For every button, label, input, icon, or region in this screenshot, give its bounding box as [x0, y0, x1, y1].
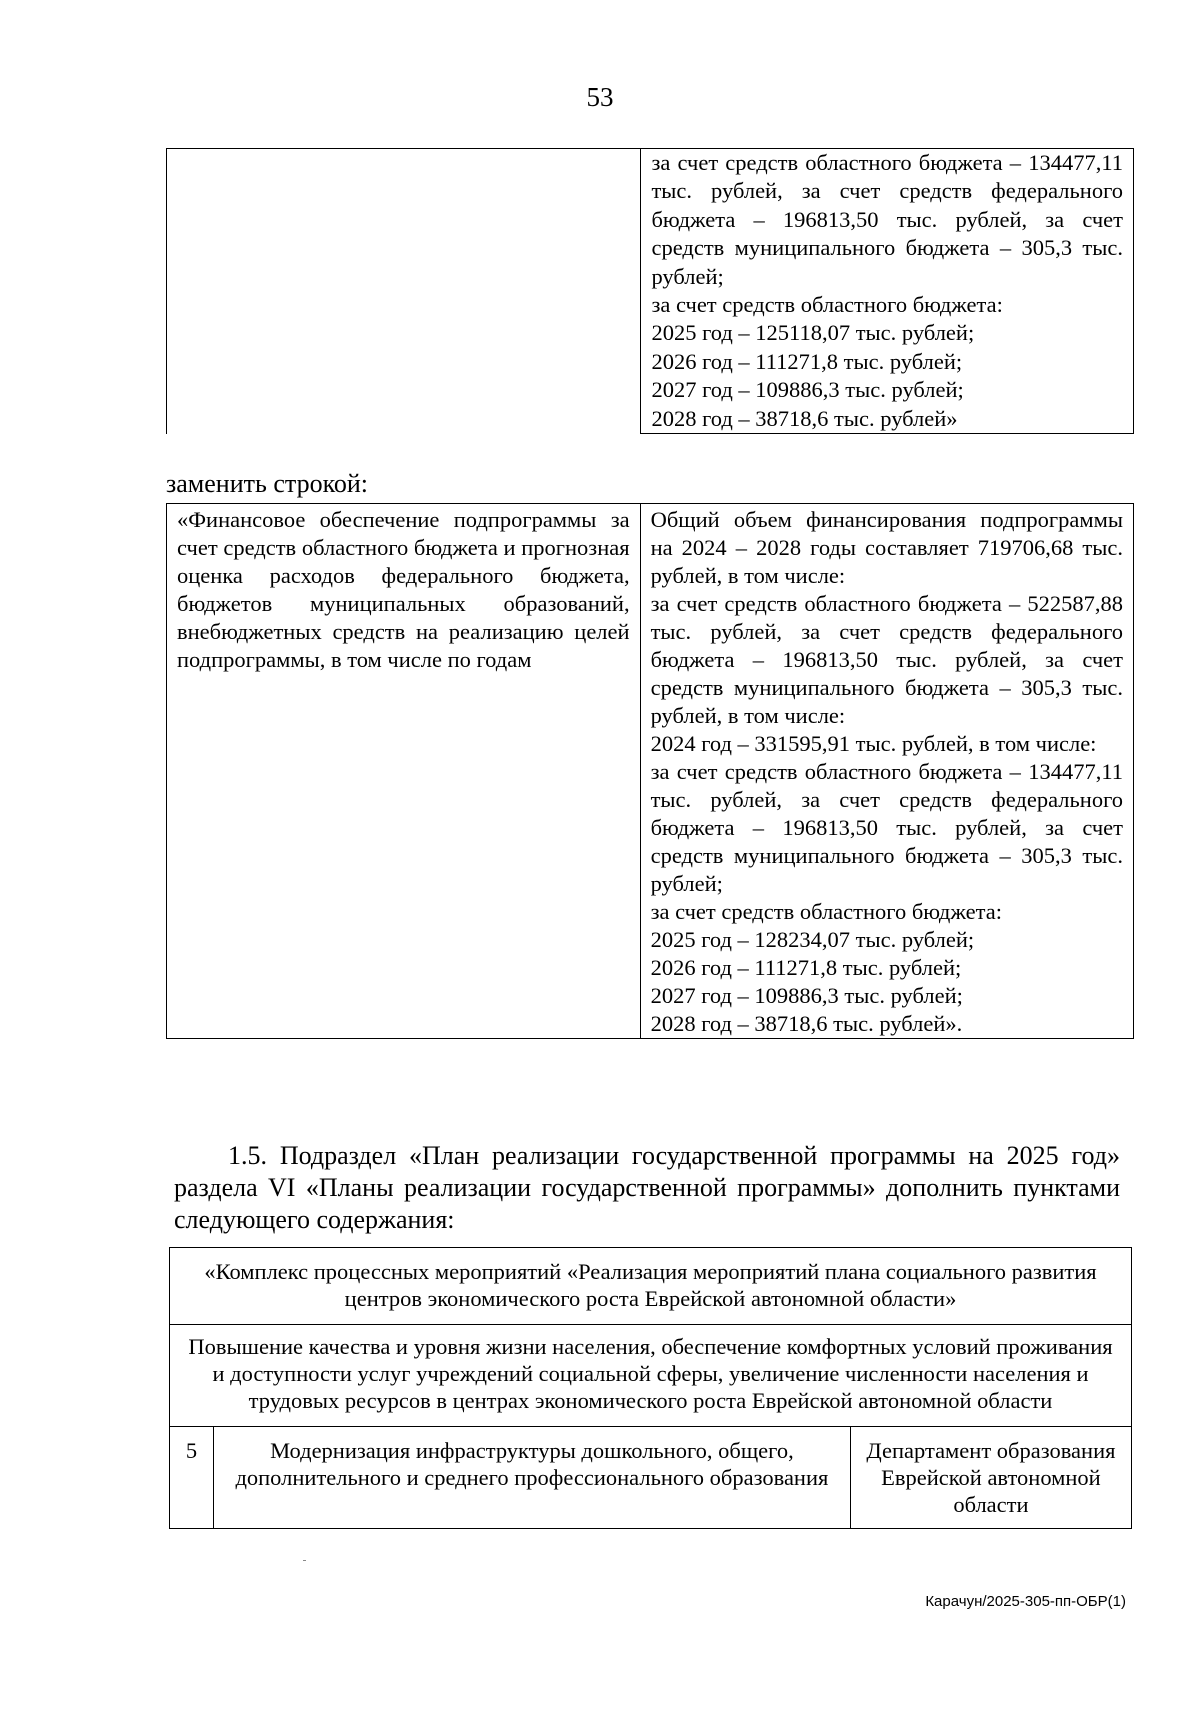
old-funding-table: [166, 148, 1134, 434]
new-line: 2026 год – 111271,8 тыс. рублей;: [650, 955, 962, 980]
old-line: за счет средств областного бюджета – 134477,11 тыс. рублей, за счет средств федерального бюджета – 196813,50 тыс. рублей, за счет средств муниципального бюджета – 305,3 тыс. рублей;: [651, 150, 1123, 289]
activity-cell: Модернизация инфраструктуры дошкольного, общего, дополнительного и среднего профессионального образования: [213, 1427, 850, 1529]
new-line: за счет средств областного бюджета:: [650, 899, 1002, 924]
new-table-left-cell: «Финансовое обеспечение подпрограммы за счет средств областного бюджета и прогнозная оценка расходов федерального бюджета, бюджетов муниципальных образований, внебюджетных средств на реализацию целей подпрограммы, в том числе по годам: [167, 504, 641, 1039]
old-line: 2025 год – 125118,07 тыс. рублей;: [651, 320, 975, 346]
new-line: 2028 год – 38718,6 тыс. рублей».: [650, 1011, 963, 1036]
new-line: 2024 год – 331595,91 тыс. рублей, в том числе:: [650, 731, 1097, 756]
paragraph-1-5: [174, 1140, 1120, 1236]
old-table-right-cell: [641, 149, 1134, 434]
old-table-left-cell: [167, 149, 641, 434]
goal-cell: Повышение качества и уровня жизни населения, обеспечение комфортных условий проживания и доступности услуг учреждений социальной сферы, увеличение численности населения и трудовых ресурсов в центрах экономического роста Еврейской автономной области: [170, 1325, 1132, 1427]
paragraph-text: 1.5. Подраздел «План реализации государственной программы на 2025 год» раздела VI «Планы реализации государственной программы» дополнить пунктами следующего содержания:: [174, 1141, 1120, 1234]
row-number-cell: 5: [170, 1427, 214, 1529]
plan-table: [169, 1247, 1132, 1529]
footer-code: Карачун/2025-305-пп-ОБР(1): [925, 1593, 1126, 1610]
old-line: за счет средств областного бюджета:: [651, 292, 1003, 318]
complex-title-cell: «Комплекс процессных мероприятий «Реализация мероприятий плана социального развития центров экономического роста Еврейской автономной области»: [170, 1248, 1132, 1325]
new-line: 2027 год – 109886,3 тыс. рублей;: [650, 983, 963, 1008]
old-line: 2026 год – 111271,8 тыс. рублей;: [651, 348, 963, 374]
department-cell: Департамент образования Еврейской автономной области: [850, 1427, 1131, 1529]
divider-mark: [303, 1560, 306, 1561]
old-line: 2027 год – 109886,3 тыс. рублей;: [651, 377, 964, 403]
new-funding-table: [166, 503, 1134, 1039]
replace-label: заменить строкой:: [166, 469, 369, 498]
new-line: 2025 год – 128234,07 тыс. рублей;: [650, 927, 975, 952]
new-table-right-cell: [640, 504, 1133, 1039]
new-line: Общий объем финансирования подпрограммы на 2024 – 2028 годы составляет 719706,68 тыс. рублей, в том числе:: [650, 507, 1123, 588]
page-number: 53: [586, 82, 614, 112]
new-line: за счет средств областного бюджета – 522587,88 тыс. рублей, за счет средств федерального бюджета – 196813,50 тыс. рублей, за счет средств муниципального бюджета – 305,3 тыс. рублей, в том числе:: [650, 591, 1123, 728]
new-line: за счет средств областного бюджета – 134477,11 тыс. рублей, за счет средств федерального бюджета – 196813,50 тыс. рублей, за счет средств муниципального бюджета – 305,3 тыс. рублей;: [650, 759, 1123, 896]
old-line: 2028 год – 38718,6 тыс. рублей»: [651, 405, 958, 431]
